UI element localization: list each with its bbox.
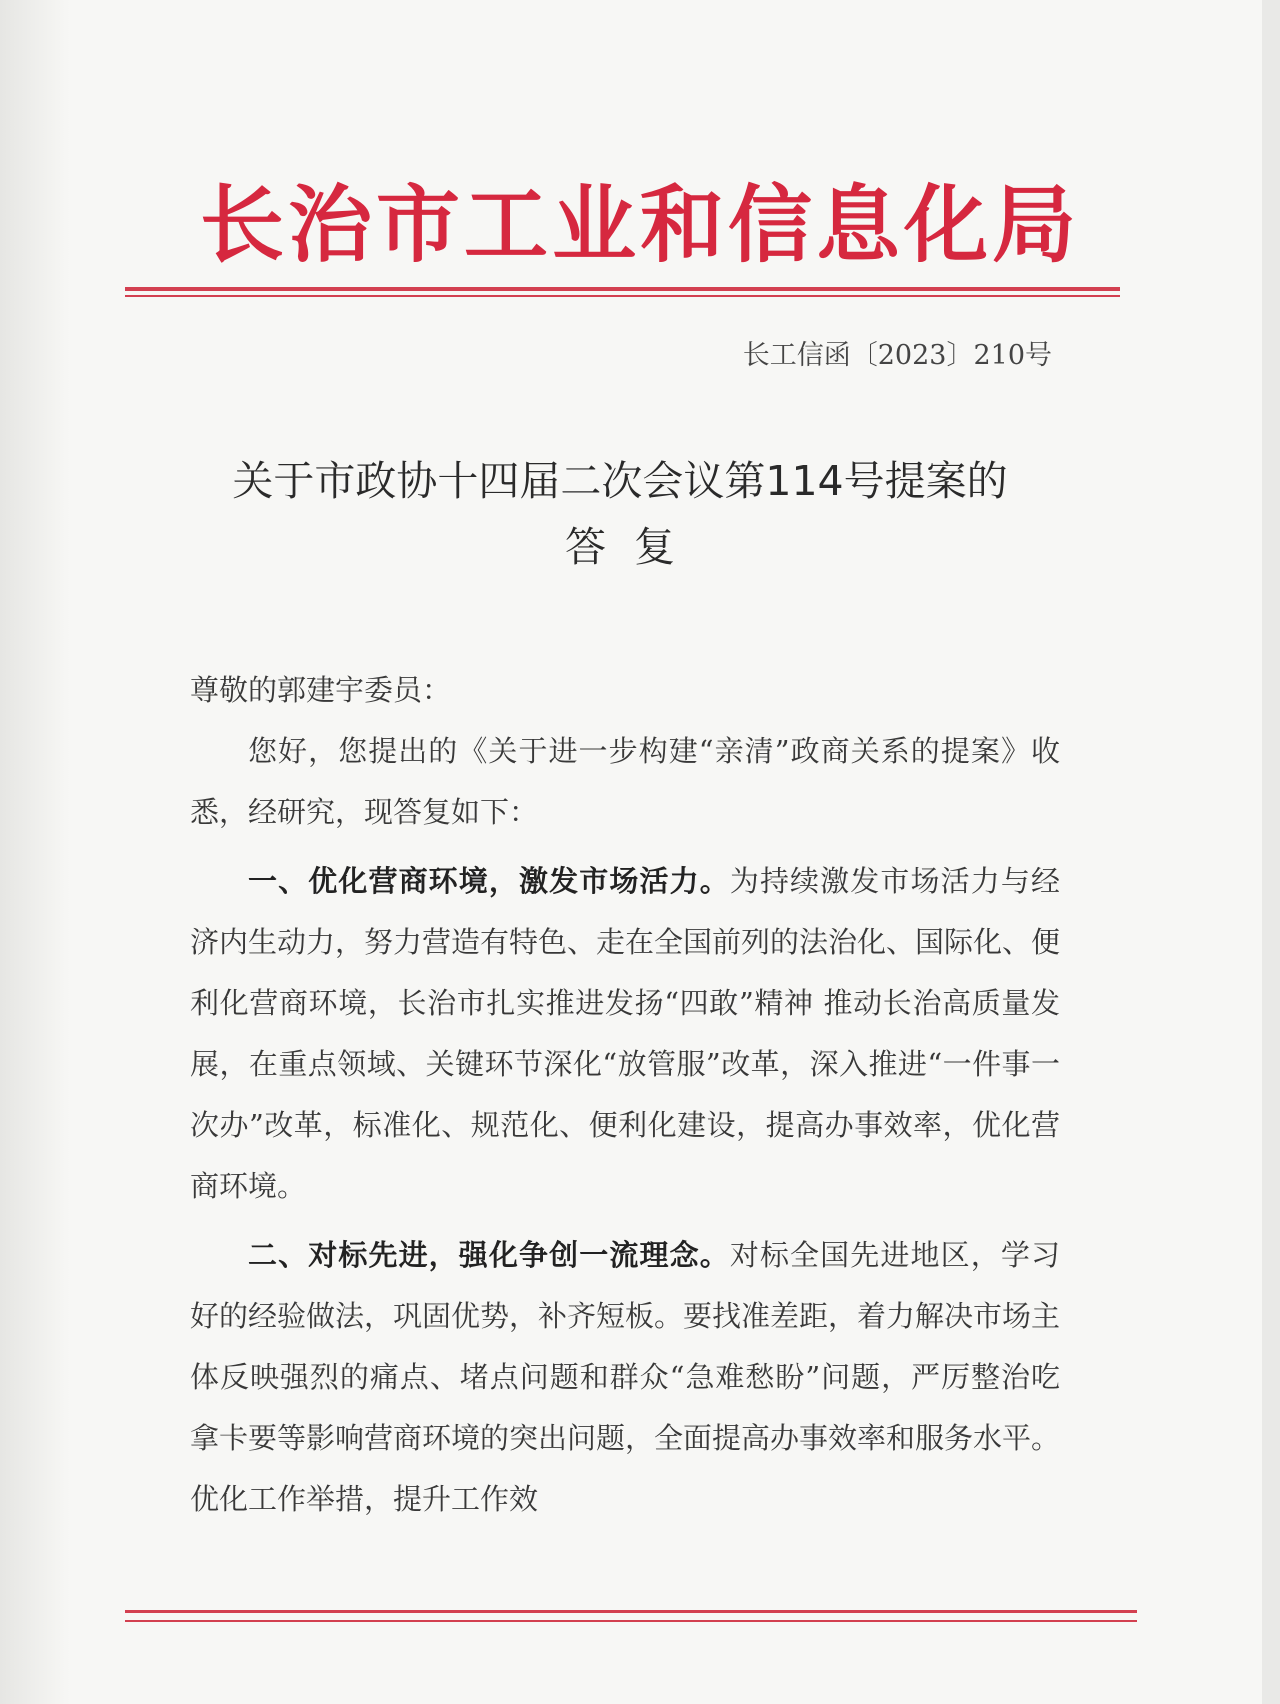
salutation: 尊敬的郭建宇委员： [190, 673, 452, 707]
footer-red-rule-thin [125, 1620, 1137, 1622]
section-1-text: 为持续激发市场活力与经济内生动力，努力营造有特色、走在全国前列的法治化、国际化、便利化营商环境，长治市扎实推进发扬“四敢”精神 推动长治高质量发展，在重点领域、关键环节深化“放管服”改革，深入推进“一件事一次办”改革，标准化、规范化、便利化建设，提高办事效率，优化营商环境。 [190, 864, 1061, 1203]
document-title-line-2: 答复 [565, 523, 703, 571]
section-1-paragraph [190, 851, 1060, 1217]
scroll-track[interactable] [1262, 0, 1280, 1704]
header-red-rule [125, 287, 1120, 291]
document-title [180, 448, 1060, 580]
page-shadow [0, 0, 70, 1704]
section-1-heading: 一、优化营商环境，激发市场活力。 [248, 864, 730, 898]
footer-red-rule [125, 1610, 1137, 1613]
issuing-organization: 长治市工业和信息化局 [200, 175, 1081, 274]
document-title-line-1: 关于市政协十四届二次会议第114号提案的 [232, 457, 1008, 505]
section-2-text: 对标全国先进地区，学习好的经验做法，巩固优势，补齐短板。要找准差距，着力解决市场主体反映强烈的痛点、堵点问题和群众“急难愁盼”问题，严厉整治吃拿卡要等影响营商环境的突出问题，全面提高办事效率和服务水平。优化工作举措，提升工作效 [190, 1238, 1061, 1516]
section-2-heading: 二、对标先进，强化争创一流理念。 [248, 1238, 730, 1272]
document-number: 长工信函〔2023〕210号 [742, 340, 1052, 371]
section-2-paragraph [190, 1225, 1060, 1530]
intro-paragraph: 您好，您提出的《关于进一步构建“亲清”政商关系的提案》收悉，经研究，现答复如下： [190, 734, 1060, 829]
header-red-rule-thin [125, 295, 1120, 297]
document-body [190, 660, 1060, 1530]
